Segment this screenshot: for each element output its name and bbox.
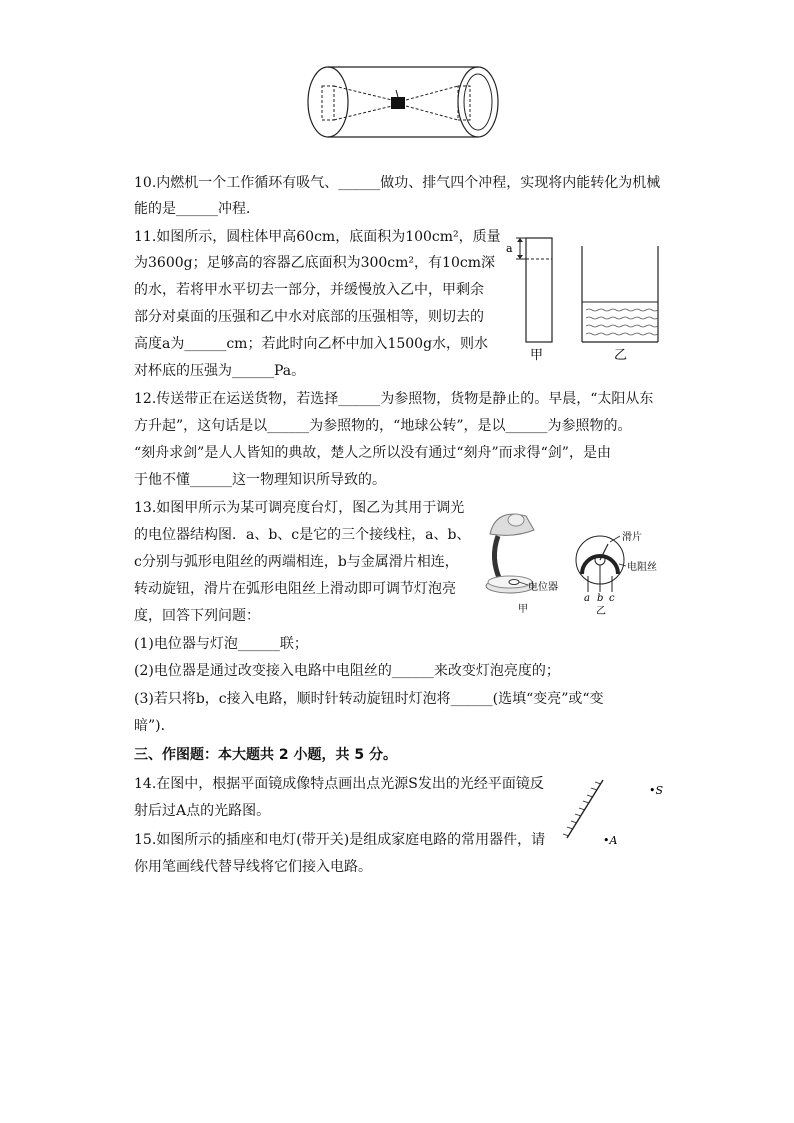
q13-label-jia: 甲: [518, 604, 528, 615]
q13-sub-3-line-2: 暗”)．: [134, 718, 175, 734]
q13-figure: [476, 500, 676, 620]
q12-line-4: 于他不懂______这一物理知识所导致的。: [134, 472, 386, 488]
q13-terminal-c: c: [609, 593, 615, 604]
q10-line-2: 能的是______冲程．: [134, 201, 260, 217]
q13-line-1: 13.如图甲所示为某可调亮度台灯，图乙为其用于调光: [134, 500, 465, 516]
q13-line-5: 度，回答下列问题：: [134, 608, 260, 624]
q13-sub-2: (2)电位器是通过改变接入电路中电阻丝的______来改变灯泡亮度的；: [134, 663, 560, 679]
q12-line-1: 12.传送带正在运送货物，若选择______为参照物，货物是静止的。早晨，“太阳从东: [134, 391, 654, 407]
q13-line-3: c分别与弧形电阻丝的两端相连，b与金属滑片相连，: [134, 554, 459, 570]
q14-line-1: 14.在图中，根据平面镜成像特点画出点光源S发出的光经平面镜反: [134, 776, 544, 792]
q11-label-a: a: [506, 242, 513, 255]
q12-line-2: 方升起”，这句话是以______为参照物的，“地球公转”，是以______为参照物的。: [134, 418, 632, 434]
q13-label-yi: 乙: [596, 606, 606, 617]
q11-line-4: 部分对桌面的压强和乙中水对底部的压强相等，则切去的: [134, 309, 484, 325]
q13-slider-label: 滑片: [622, 532, 642, 543]
q11-line-5: 高度a为______cm；若此时向乙杯中加入1500g水，则水: [134, 336, 489, 352]
q14-line-2: 射后过A点的光路图。: [134, 803, 271, 819]
q10-line-1: 10.内燃机一个工作循环有吸气、______做功、排气四个冲程，实现将内能转化为机械: [134, 175, 661, 191]
q11-label-yi: 乙: [614, 348, 628, 363]
q11-figure: [500, 232, 670, 367]
section-3-heading: 三、作图题：本大题共 2 小题，共 5 分。: [134, 747, 397, 763]
q13-sub-1: (1)电位器与灯泡______联；: [134, 636, 308, 652]
q11-line-3: 的水，若将甲水平切去一部分，并缓慢放入乙中，甲剩余: [134, 282, 484, 298]
cylinder-figure: [300, 60, 510, 150]
q15-line-1: 15.如图所示的插座和电灯(带开关)是组成家庭电路的常用器件，请: [134, 832, 546, 848]
q14-label-s: •S: [649, 784, 664, 797]
q11-line-2: 为3600g；足够高的容器乙底面积为300cm²，有10cm深: [134, 255, 495, 271]
q13-line-4: 转动旋钮，滑片在弧形电阻丝上滑动即可调节灯泡亮: [134, 581, 456, 597]
mirror-figure: [555, 776, 675, 848]
q13-wire-label: 电阻丝: [627, 562, 657, 573]
q12-line-3: “刻舟求剑”是人人皆知的典故，楚人之所以没有通过“刻舟”而求得“剑”，是由: [134, 445, 611, 461]
q11-label-jia: 甲: [530, 348, 544, 363]
potentiometer-diagram: [576, 536, 626, 592]
q13-sub-3-line-1: (3)若只将b，c接入电路，顺时针转动旋钮时灯泡将______(选填“变亮”或“变: [134, 691, 604, 707]
q13-line-2: 的电位器结构图．a、b、c是它的三个接线柱，a、b、: [134, 527, 471, 543]
desk-lamp-icon: [486, 514, 534, 593]
q11-line-1: 11.如图所示，圆柱体甲高60cm，底面积为100cm²，质量: [134, 229, 501, 245]
q15-line-2: 你用笔画线代替导线将它们接入电路。: [134, 859, 372, 875]
q14-label-a: •A: [603, 834, 618, 847]
q11-line-6: 对杯底的压强为______Pa。: [134, 363, 306, 379]
q13-potentiometer-label: 电位器: [528, 582, 558, 593]
q13-terminal-a: a: [584, 593, 590, 604]
q13-terminal-b: b: [597, 593, 604, 604]
